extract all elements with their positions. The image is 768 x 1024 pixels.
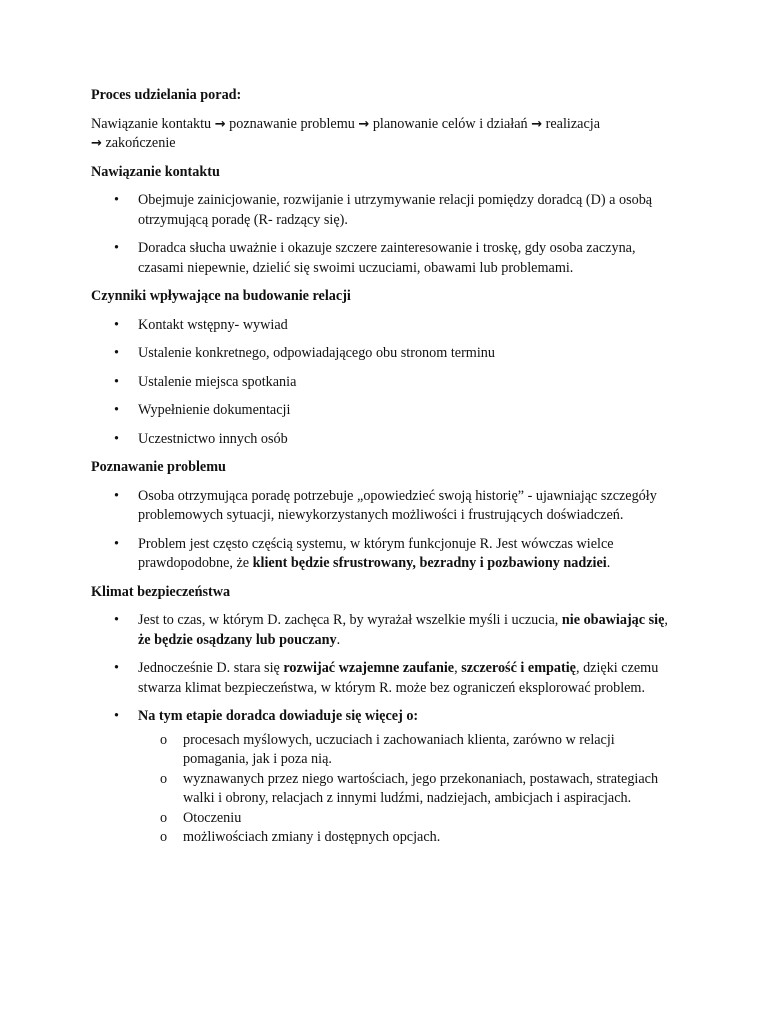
process-step: planowanie celów i działań [372, 115, 528, 132]
sub-list-item [138, 770, 683, 809]
section-heading: Nawiązanie kontaktu [91, 163, 220, 180]
bullet-icon: • [114, 316, 119, 333]
text-run: . [606, 555, 611, 571]
sub-list-item-text: procesach myślowych, uczuciach i zachowaniach klienta, zarówno w relacji pomagania, jak i poza nią. [183, 731, 615, 767]
sub-list-item [138, 809, 683, 829]
circle-bullet-icon: o [160, 731, 168, 748]
right-arrow-icon: → [214, 116, 226, 132]
bullet-icon: • [114, 708, 119, 724]
text-run: Jest to czas, w którym D. zachęca R, by wyrażał wszelkie myśli i uczucia, [138, 612, 562, 628]
list-item-text [138, 612, 668, 648]
right-arrow-icon: → [531, 116, 543, 132]
list-item-text: Obejmuje zainicjowanie, rozwijanie i utrzymywanie relacji pomiędzy doradcą (D) a osobą otrzymującą poradę (R- radzący się). [138, 192, 653, 228]
list-item-text: Ustalenie miejsca spotkania [138, 373, 297, 390]
list-item-text: Wypełnienie dokumentacji [138, 402, 291, 418]
bullet-icon: • [114, 402, 119, 418]
text-run: Jednocześnie D. stara się [138, 660, 284, 676]
list-item-text [138, 660, 658, 696]
right-arrow-icon: → [91, 136, 102, 151]
section-heading: Klimat bezpieczeństwa [91, 583, 231, 600]
bullet-icon: • [114, 345, 119, 361]
section-heading: Czynniki wpływające na budowanie relacji [91, 288, 351, 304]
list-item [91, 401, 683, 421]
process-step: Nawiązanie kontaktu [91, 115, 212, 132]
emphasis-text: klient będzie sfrustrowany, bezradny i pozbawiony nadziei [252, 555, 607, 571]
list-item [91, 373, 683, 393]
bullet-icon: • [114, 240, 119, 256]
list-item [91, 344, 683, 364]
bullet-icon: • [114, 192, 119, 208]
list-item [91, 316, 683, 336]
list-item [91, 707, 683, 848]
bullet-icon: • [114, 535, 119, 552]
circle-bullet-icon: o [160, 829, 168, 845]
list-item [91, 191, 683, 230]
list-item [91, 487, 683, 526]
emphasis-text: szczerość i empatię [461, 660, 576, 676]
text-run: , [664, 612, 668, 628]
sub-list-item-text: możliwościach zmiany i dostępnych opcjach. [183, 829, 441, 845]
text-run: , [454, 660, 462, 676]
sub-bullet-list [138, 731, 683, 848]
emphasis-text: nie obawiając się [561, 612, 665, 628]
process-step: zakończenie [105, 135, 176, 151]
sub-list-item [138, 828, 683, 848]
document-page [91, 86, 683, 857]
circle-bullet-icon: o [160, 770, 168, 787]
text-run: , dzięki czemu stwarza klimat bezpieczeństwa, w którym R. może bez ograniczeń eksplorować problem. [138, 660, 659, 696]
bullet-icon: • [114, 660, 119, 676]
bullet-list [91, 191, 683, 278]
emphasis-text: rozwijać wzajemne zaufanie [283, 660, 455, 676]
sub-list-item-text: wyznawanych przez niego wartościach, jego przekonaniach, postawach, strategiach walki i obrony, relacjach z innymi ludźmi, nadziejach, ambicjach i aspiracjach. [183, 770, 659, 806]
bullet-list [91, 611, 683, 848]
list-item [91, 239, 683, 278]
list-item-text: Ustalenie konkretnego, odpowiadającego obu stronom terminu [138, 345, 495, 361]
section-heading: Poznawanie problemu [91, 459, 226, 475]
process-flow [91, 115, 683, 154]
text-run: Problem jest często częścią systemu, w którym funkcjonuje R. Jest wówczas wielce prawdopodobne, że [138, 535, 614, 571]
emphasis-text: że będzie osądzany lub pouczany [138, 631, 337, 648]
bullet-icon: • [114, 612, 119, 628]
circle-bullet-icon: o [160, 809, 168, 826]
right-arrow-icon: → [358, 116, 370, 132]
document-title: Proces udzielania porad: [91, 87, 242, 103]
sub-list-item-text: Otoczeniu [183, 809, 242, 826]
list-item-text [138, 536, 614, 572]
bullet-icon: • [114, 430, 119, 447]
list-item [91, 535, 683, 574]
list-item-text: Uczestnictwo innych osób [138, 430, 288, 447]
list-item [91, 659, 683, 698]
list-item [91, 611, 683, 650]
list-item [91, 430, 683, 450]
bullet-icon: • [114, 373, 119, 390]
text-run: . [336, 631, 341, 648]
process-step: realizacja [545, 115, 600, 132]
list-item-text: Kontakt wstępny- wywiad [138, 316, 288, 333]
bullet-icon: • [114, 487, 119, 504]
bullet-list [91, 316, 683, 450]
bullet-list [91, 487, 683, 574]
list-item-text: Na tym etapie doradca dowiaduje się więcej o: [138, 708, 419, 724]
sub-list-item [138, 731, 683, 770]
list-item-text: Doradca słucha uważnie i okazuje szczere zainteresowanie i troskę, gdy osoba zaczyna, czasami niepewnie, dzielić się swoimi uczuciami, obawami lub problemami. [138, 240, 636, 276]
process-step: poznawanie problemu [229, 115, 355, 132]
list-item-text: Osoba otrzymująca poradę potrzebuje „opowiedzieć swoją historię” - ujawniając szczegóły problemowych sytuacji, niewykorzystanych możliwości i frustrujących doświadczeń. [138, 487, 657, 523]
